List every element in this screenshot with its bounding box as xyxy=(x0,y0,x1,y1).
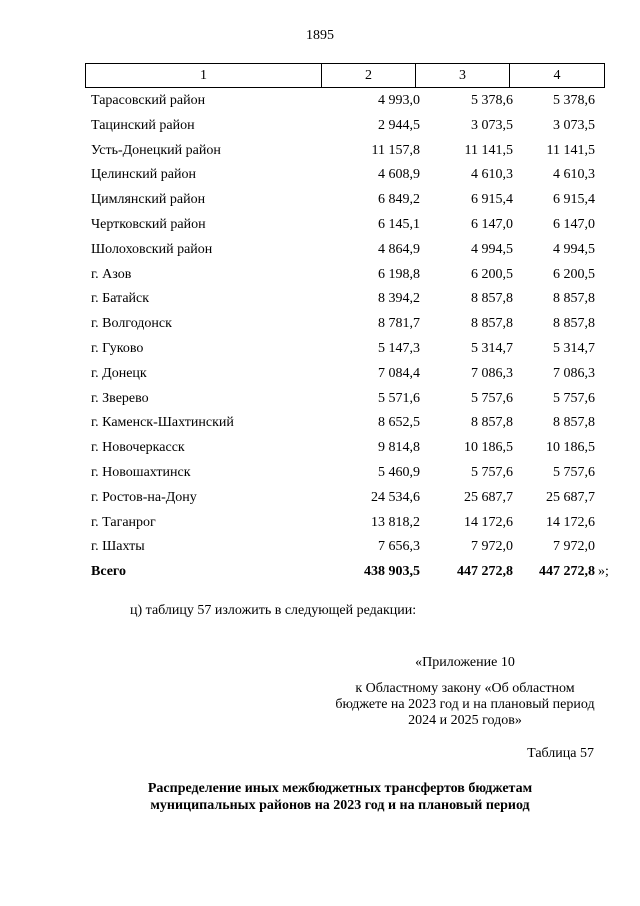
total-label: Всего xyxy=(91,564,126,580)
row-value-2023: 5 460,9 xyxy=(378,464,420,480)
row-value-2024: 10 186,5 xyxy=(464,440,513,456)
table-row xyxy=(0,263,640,288)
row-value-2024: 8 857,8 xyxy=(471,291,513,307)
row-value-2025: 4 994,5 xyxy=(553,241,595,257)
row-value-2024: 4 994,5 xyxy=(471,241,513,257)
row-name: Чертковский район xyxy=(91,216,206,232)
row-value-2023: 7 084,4 xyxy=(378,365,420,381)
table-row xyxy=(0,486,640,511)
row-value-2023: 4 864,9 xyxy=(378,241,420,257)
table-row xyxy=(0,287,640,312)
row-value-2024: 5 378,6 xyxy=(471,93,513,108)
appendix-reference: к Областному закону «Об областном бюджете на 2023 год и на плановый период 2024 и 2025 годов» xyxy=(335,681,595,728)
table-row xyxy=(0,188,640,213)
total-row xyxy=(0,560,640,585)
table-label: Таблица 57 xyxy=(527,746,594,761)
table-row xyxy=(0,89,640,114)
row-value-2025: 5 757,6 xyxy=(553,464,595,480)
table-row xyxy=(0,511,640,536)
header-col-1: 1 xyxy=(86,64,322,88)
row-value-2025: 3 073,5 xyxy=(553,117,595,133)
row-value-2024: 11 141,5 xyxy=(464,142,513,158)
row-value-2025: 7 086,3 xyxy=(553,365,595,381)
table-row xyxy=(0,238,640,263)
row-value-2024: 5 314,7 xyxy=(471,340,513,356)
table-row xyxy=(0,535,640,560)
row-value-2023: 7 656,3 xyxy=(378,539,420,555)
header-col-3: 3 xyxy=(416,64,510,88)
row-value-2025: 6 147,0 xyxy=(553,216,595,232)
row-name: Цимлянский район xyxy=(91,192,206,208)
row-value-2025: 5 378,6 xyxy=(553,93,595,108)
row-value-2023: 9 814,8 xyxy=(378,440,420,456)
row-value-2025: 6 200,5 xyxy=(553,266,595,282)
table-row xyxy=(0,213,640,238)
row-value-2023: 8 394,2 xyxy=(378,291,420,307)
row-name: г. Волгодонск xyxy=(91,316,172,332)
row-value-2024: 7 972,0 xyxy=(471,539,513,555)
row-value-2023: 8 781,7 xyxy=(378,316,420,332)
table-header xyxy=(85,63,605,88)
amendment-paragraph: ц) таблицу 57 изложить в следующей редакции: xyxy=(130,603,417,618)
closing-quote: »; xyxy=(598,564,609,580)
row-value-2025: 8 857,8 xyxy=(553,415,595,431)
total-value-2023: 438 903,5 xyxy=(364,564,420,580)
row-value-2024: 3 073,5 xyxy=(471,117,513,133)
row-value-2023: 24 534,6 xyxy=(371,489,420,505)
row-value-2025: 11 141,5 xyxy=(546,142,595,158)
row-name: г. Зверево xyxy=(91,390,149,406)
row-value-2025: 6 915,4 xyxy=(553,192,595,208)
row-value-2024: 6 915,4 xyxy=(471,192,513,208)
row-value-2023: 6 145,1 xyxy=(378,216,420,232)
row-name: г. Донецк xyxy=(91,365,147,381)
appendix-heading xyxy=(330,655,600,729)
row-value-2023: 5 571,6 xyxy=(378,390,420,406)
row-value-2024: 14 172,6 xyxy=(464,514,513,530)
row-name: г. Батайск xyxy=(91,291,150,307)
row-name: г. Новочеркасск xyxy=(91,440,185,456)
row-name: г. Азов xyxy=(91,266,132,282)
header-col-4: 4 xyxy=(510,64,605,88)
total-value-2024: 447 272,8 xyxy=(457,564,513,580)
row-value-2025: 5 314,7 xyxy=(553,340,595,356)
row-value-2024: 5 757,6 xyxy=(471,464,513,480)
row-value-2024: 7 086,3 xyxy=(471,365,513,381)
row-value-2023: 4 608,9 xyxy=(378,167,420,183)
row-name: г. Шахты xyxy=(91,539,145,555)
table-row xyxy=(0,411,640,436)
row-value-2025: 8 857,8 xyxy=(553,316,595,332)
row-value-2023: 5 147,3 xyxy=(378,340,420,356)
row-name: г. Ростов-на-Дону xyxy=(91,489,197,505)
row-value-2025: 5 757,6 xyxy=(553,390,595,406)
total-value-2025: 447 272,8 xyxy=(539,564,595,580)
row-value-2023: 4 993,0 xyxy=(378,93,420,108)
row-value-2024: 5 757,6 xyxy=(471,390,513,406)
table-title: Распределение иных межбюджетных трансфертов бюджетам муниципальных районов на 2023 год и на плановый период xyxy=(147,781,533,813)
row-value-2023: 6 849,2 xyxy=(378,192,420,208)
row-name: г. Каменск-Шахтинский xyxy=(91,415,234,431)
table-row xyxy=(0,114,640,139)
table-body xyxy=(0,89,640,585)
row-value-2023: 11 157,8 xyxy=(371,142,420,158)
row-value-2024: 25 687,7 xyxy=(464,489,513,505)
row-value-2025: 10 186,5 xyxy=(546,440,595,456)
row-name: г. Гуково xyxy=(91,340,144,356)
row-value-2024: 8 857,8 xyxy=(471,415,513,431)
row-name: Тарасовский район xyxy=(91,93,206,108)
row-value-2024: 6 147,0 xyxy=(471,216,513,232)
row-name: г. Новошахтинск xyxy=(91,464,191,480)
row-value-2023: 8 652,5 xyxy=(378,415,420,431)
row-value-2023: 2 944,5 xyxy=(378,117,420,133)
row-name: г. Таганрог xyxy=(91,514,156,530)
row-name: Шолоховский район xyxy=(91,241,213,257)
table-row xyxy=(0,461,640,486)
row-value-2025: 25 687,7 xyxy=(546,489,595,505)
row-value-2025: 8 857,8 xyxy=(553,291,595,307)
row-name: Целинский район xyxy=(91,167,196,183)
row-value-2025: 4 610,3 xyxy=(553,167,595,183)
table-row xyxy=(0,337,640,362)
table-row xyxy=(0,139,640,164)
row-value-2023: 6 198,8 xyxy=(378,266,420,282)
table-row xyxy=(0,436,640,461)
row-value-2023: 13 818,2 xyxy=(371,514,420,530)
row-value-2025: 14 172,6 xyxy=(546,514,595,530)
row-value-2024: 8 857,8 xyxy=(471,316,513,332)
row-name: Тацинский район xyxy=(91,117,195,133)
page-number: 1895 xyxy=(306,28,334,43)
row-value-2025: 7 972,0 xyxy=(553,539,595,555)
row-name: Усть-Донецкий район xyxy=(91,142,221,158)
table-row xyxy=(0,312,640,337)
table-row xyxy=(0,362,640,387)
row-value-2024: 6 200,5 xyxy=(471,266,513,282)
row-value-2024: 4 610,3 xyxy=(471,167,513,183)
appendix-number: «Приложение 10 xyxy=(415,655,515,670)
header-col-2: 2 xyxy=(322,64,416,88)
table-row xyxy=(0,387,640,412)
table-row xyxy=(0,163,640,188)
